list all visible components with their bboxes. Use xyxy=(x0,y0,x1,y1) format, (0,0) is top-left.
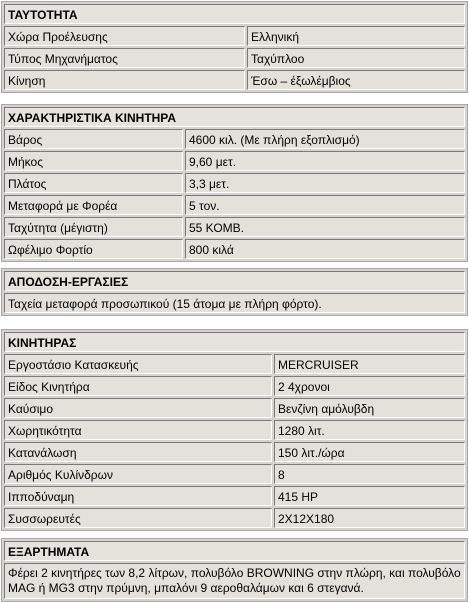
equipment-text: Φέρει 2 κινητήρες των 8,2 λίτρων, πολυβόλο BROWNING στην πλώρη, και πολυβόλο MAG ή MG3 στην πρύμνη, μπαλόνι 9 αεροθαλάμων και 6 στεγανά. xyxy=(4,563,465,599)
characteristics-table xyxy=(1,104,468,262)
row-value: 8 xyxy=(274,464,465,484)
identity-table xyxy=(1,1,468,93)
row-value: 9,60 μετ. xyxy=(185,151,465,171)
row-label: Κατανάλωση xyxy=(4,442,272,462)
row-label: Πλάτος xyxy=(4,173,183,193)
row-label: Τύπος Μηχανήματος xyxy=(4,48,245,68)
table-row xyxy=(4,195,465,215)
table-row xyxy=(4,239,465,259)
row-label: Ιπποδύναμη xyxy=(4,486,272,506)
row-value: 4600 κιλ. (Με πλήρη εξοπλισμό) xyxy=(185,129,465,149)
table-row xyxy=(4,354,465,374)
row-label: Μεταφορά με Φορέα xyxy=(4,195,183,215)
row-value: 55 ΚΟΜΒ. xyxy=(185,217,465,237)
equipment-table xyxy=(1,538,468,602)
row-label: Είδος Κινητήρα xyxy=(4,376,272,396)
performance-table xyxy=(1,268,468,316)
table-row xyxy=(4,398,465,418)
table-row xyxy=(4,151,465,171)
row-value: Ελληνική xyxy=(247,26,465,46)
row-label: Εργοστάσιο Κατασκευής xyxy=(4,354,272,374)
row-label: Ταχύτητα (μέγιστη) xyxy=(4,217,183,237)
row-label: Μήκος xyxy=(4,151,183,171)
row-label: Χώρα Προέλευσης xyxy=(4,26,245,46)
table-row xyxy=(4,376,465,396)
performance-text: Ταχεία μεταφορά προσωπικού (15 άτομα με πλήρη φόρτο). xyxy=(4,293,465,313)
row-value: Έσω – έξωλέμβιος xyxy=(247,70,465,90)
table-row xyxy=(4,129,465,149)
table-row xyxy=(4,70,465,90)
table-row xyxy=(4,563,465,599)
table-row xyxy=(4,48,465,68)
row-value: 415 HP xyxy=(274,486,465,506)
table-row xyxy=(4,508,465,528)
row-value: 2Χ12Χ180 xyxy=(274,508,465,528)
row-label: Χωρητικότητα xyxy=(4,420,272,440)
performance-title: ΑΠΟΔΟΣΗ-ΕΡΓΑΣΙΕΣ xyxy=(4,271,465,291)
row-label: Βάρος xyxy=(4,129,183,149)
table-row xyxy=(4,173,465,193)
row-value: 2 4χρονοι xyxy=(274,376,465,396)
table-row xyxy=(4,217,465,237)
row-value: 150 λιτ./ώρα xyxy=(274,442,465,462)
row-label: Καύσιμο xyxy=(4,398,272,418)
row-label: Κίνηση xyxy=(4,70,245,90)
identity-title: ΤΑΥΤΟΤΗΤΑ xyxy=(4,4,465,24)
row-value: 1280 λιτ. xyxy=(274,420,465,440)
row-label: Αριθμός Κυλίνδρων xyxy=(4,464,272,484)
row-value: 5 τον. xyxy=(185,195,465,215)
table-row xyxy=(4,486,465,506)
row-value: Βενζίνη αμόλυβδη xyxy=(274,398,465,418)
row-label: Συσσωρευτές xyxy=(4,508,272,528)
table-row xyxy=(4,293,465,313)
equipment-title: ΕΞΑΡΤΗΜΑΤΑ xyxy=(4,541,465,561)
row-value: 800 κιλά xyxy=(185,239,465,259)
engine-title: ΚΙΝΗΤΗΡΑΣ xyxy=(4,332,465,352)
row-value: 3,3 μετ. xyxy=(185,173,465,193)
table-row xyxy=(4,420,465,440)
row-value: MERCRUISER xyxy=(274,354,465,374)
table-row xyxy=(4,26,465,46)
engine-table xyxy=(1,329,468,531)
characteristics-title: ΧΑΡΑΚΤΗΡΙΣΤΙΚΑ ΚΙΝΗΤΗΡΑ xyxy=(4,107,465,127)
row-value: Ταχύπλοο xyxy=(247,48,465,68)
row-label: Ωφέλιμο Φορτίο xyxy=(4,239,183,259)
table-row xyxy=(4,464,465,484)
table-row xyxy=(4,442,465,462)
